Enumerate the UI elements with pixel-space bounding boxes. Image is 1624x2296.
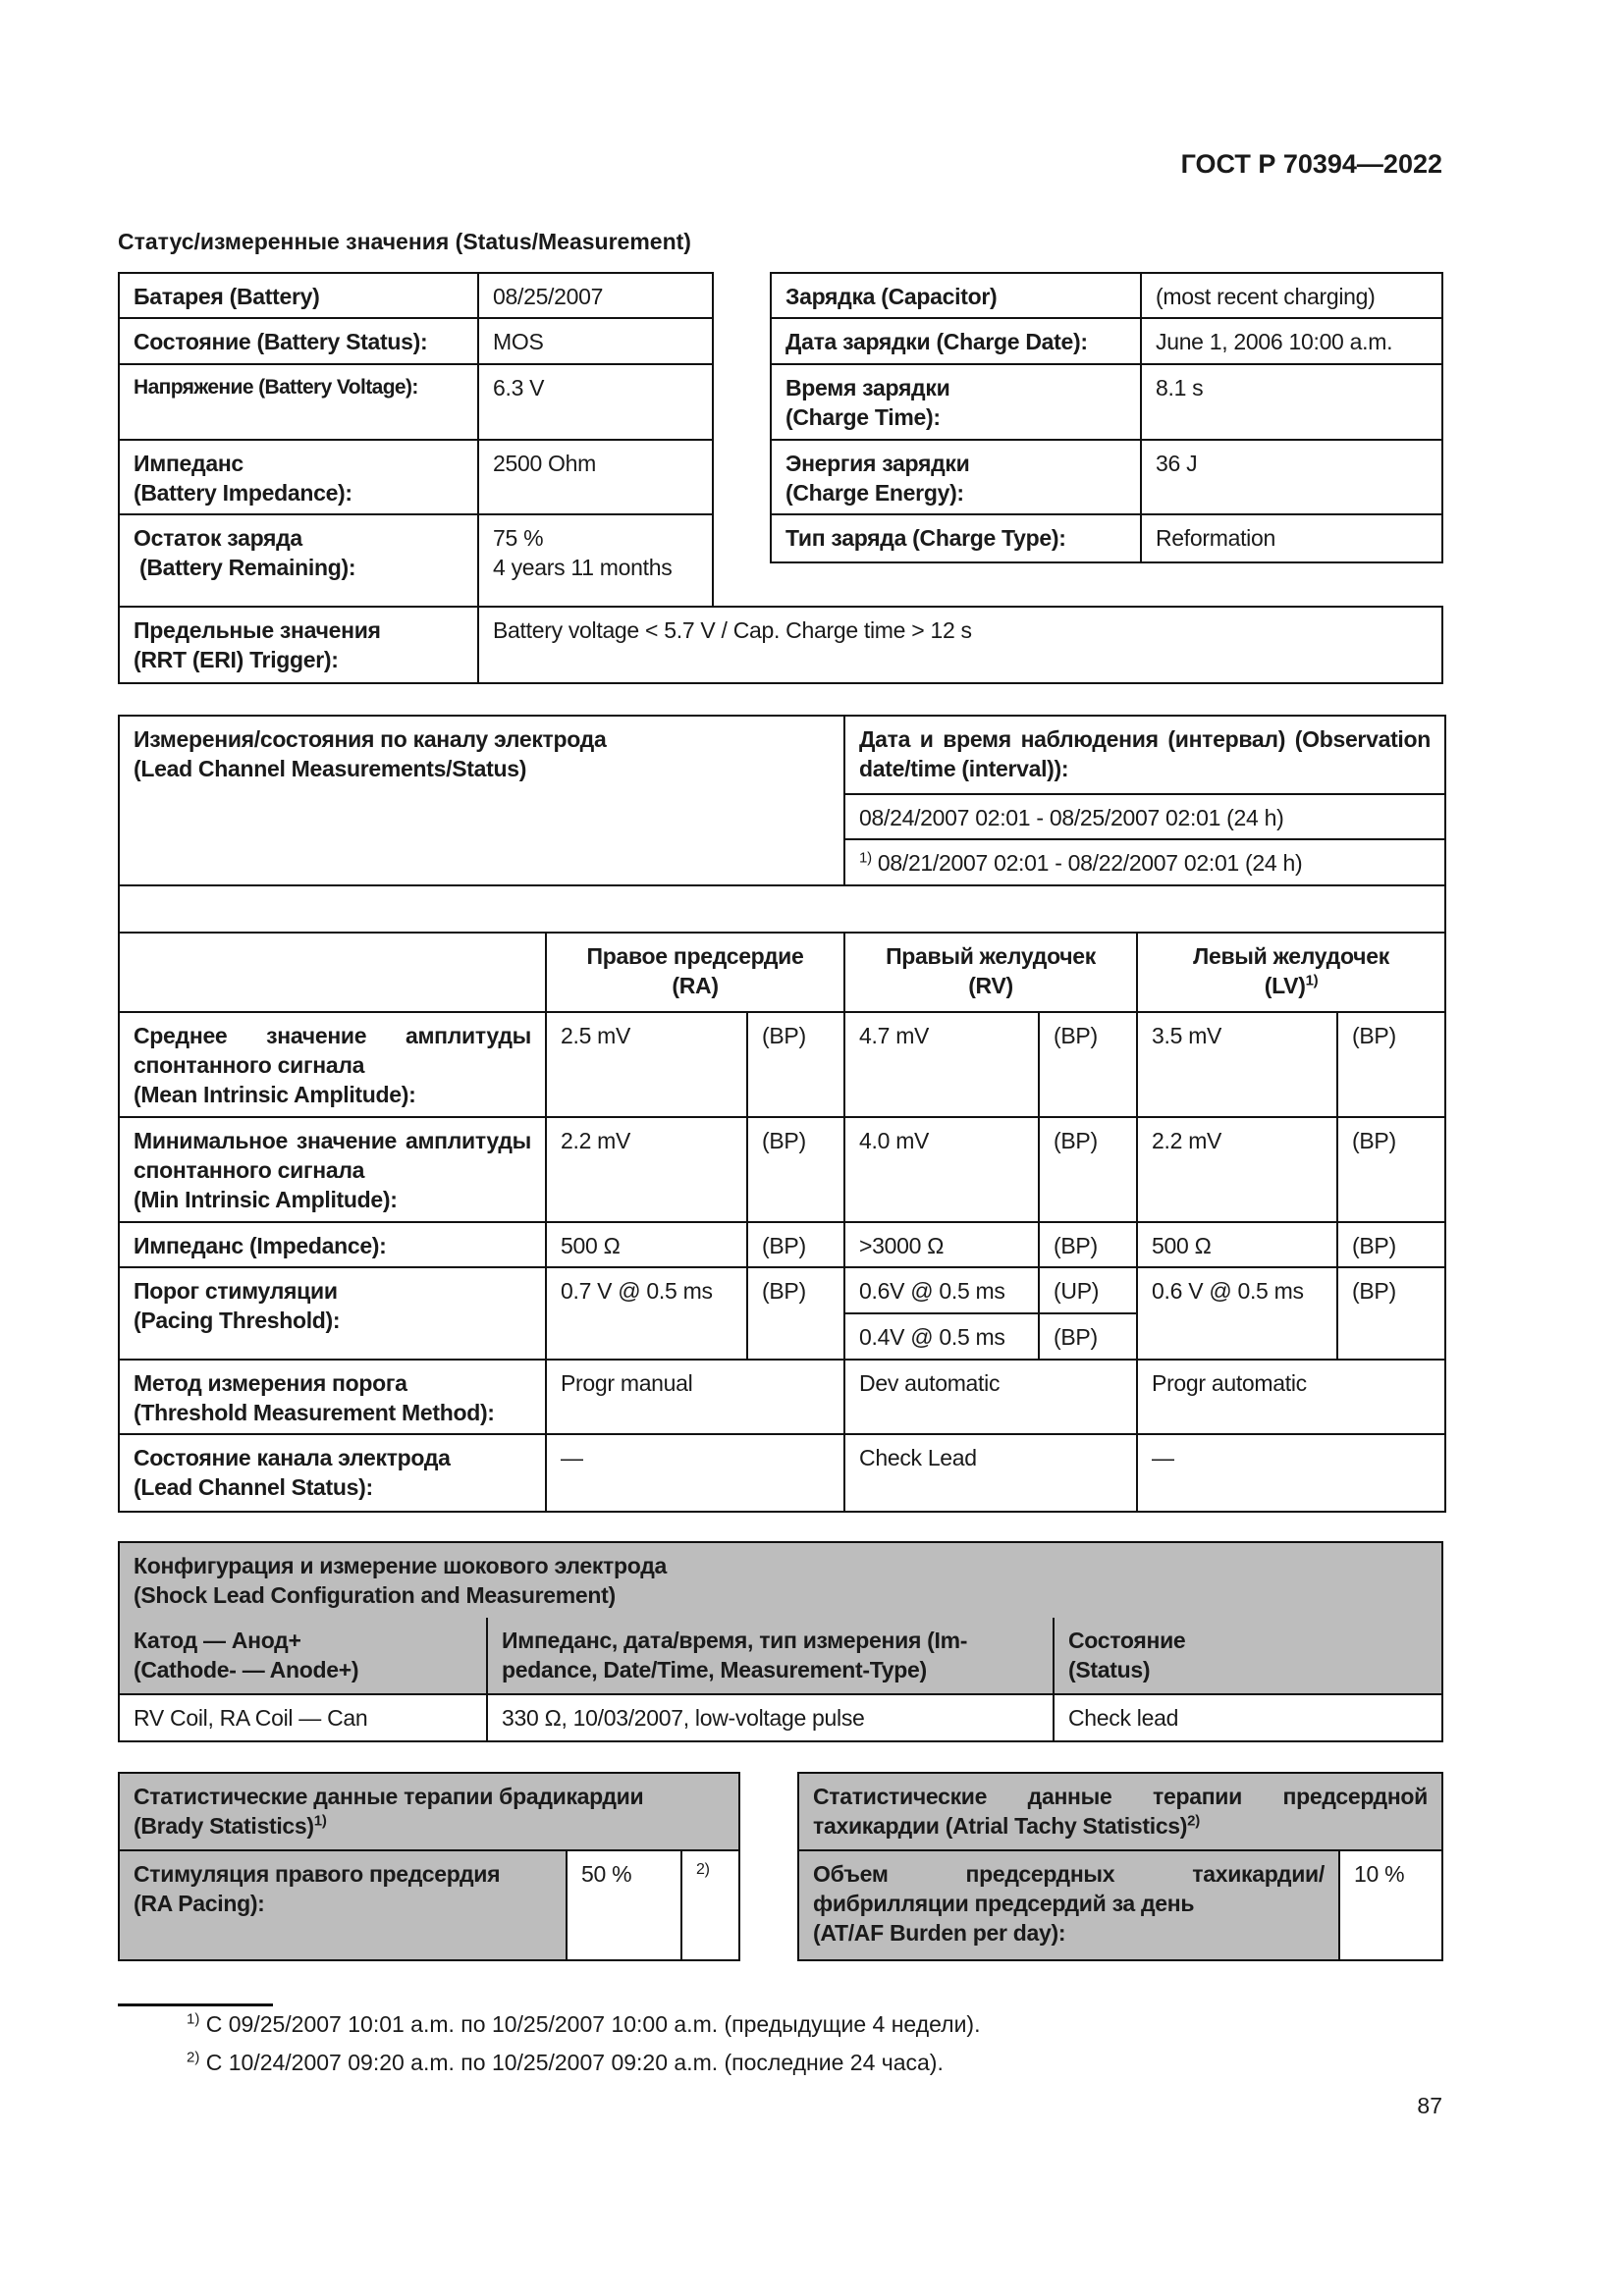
label-line: Измерения/состояния по каналу электрода xyxy=(134,726,607,752)
battery-remaining-label xyxy=(119,514,478,607)
lead-title xyxy=(119,716,844,885)
table-cell: (BP) xyxy=(1337,1222,1445,1267)
label-line: (Status) xyxy=(1068,1657,1151,1682)
label-line: (Shock Lead Configuration and Measurement) xyxy=(134,1582,616,1608)
brady-title xyxy=(119,1773,739,1850)
charge-type-value: Reformation xyxy=(1141,514,1442,562)
battery-voltage-value: 6.3 V xyxy=(478,364,713,440)
label-line: Состояние канала электрода xyxy=(134,1445,451,1470)
footnote-ref: 1) xyxy=(313,1812,327,1830)
footnote-2 xyxy=(187,2050,944,2076)
table-cell: — xyxy=(546,1434,844,1512)
label-line: Минимальное значение амплитуды спонтанного сигнала xyxy=(134,1128,531,1183)
table-cell: 0.6 V @ 0.5 ms xyxy=(1137,1267,1337,1360)
footnote-text: С 10/24/2007 09:20 a.m. по 10/25/2007 09:20 a.m. (последние 24 часа). xyxy=(199,2050,944,2075)
table-cell: 500 Ω xyxy=(546,1222,747,1267)
rrt-label xyxy=(119,607,478,683)
table-cell: (BP) xyxy=(747,1222,844,1267)
document-id: ГОСТ Р 70394—2022 xyxy=(1180,149,1442,179)
charge-type-label: Тип заряда (Charge Type): xyxy=(771,514,1141,562)
footnote-text: С 09/25/2007 10:01 a.m. по 10/25/2007 10:00 a.m. (предыдущие 4 недели). xyxy=(199,2011,981,2037)
label-line: (RA Pacing): xyxy=(134,1891,265,1916)
battery-table xyxy=(118,272,714,608)
battery-voltage-label: Напряжение (Battery Voltage): xyxy=(119,364,478,440)
col-header-ra xyxy=(546,933,844,1012)
table-cell: 330 Ω, 10/03/2007, low-voltage pulse xyxy=(487,1694,1054,1741)
table-cell: (BP) xyxy=(1039,1117,1137,1222)
min-amplitude-label xyxy=(119,1117,546,1222)
battery-label: Батарея (Battery) xyxy=(119,273,478,318)
table-cell: (BP) xyxy=(747,1012,844,1117)
table-cell: (BP) xyxy=(1039,1012,1137,1117)
shock-header-impedance xyxy=(487,1618,1054,1694)
charge-date-value: June 1, 2006 10:00 a.m. xyxy=(1141,318,1442,364)
observation-interval-2 xyxy=(844,839,1445,885)
label-line: (Pacing Threshold): xyxy=(134,1308,341,1333)
charge-time-label xyxy=(771,364,1141,440)
observation-label: Дата и время наблюдения (интервал) (Observation date/time (interval)): xyxy=(844,716,1445,794)
value-line: 75 % xyxy=(493,525,544,551)
table-cell: 0.4V @ 0.5 ms xyxy=(844,1313,1039,1360)
lead-status-label xyxy=(119,1434,546,1512)
battery-remaining-value xyxy=(478,514,713,607)
capacitor-table xyxy=(770,272,1443,563)
label-line: (Cathode- — Anode+) xyxy=(134,1657,359,1682)
label-line: Порог стимуляции xyxy=(134,1278,338,1304)
page-number: 87 xyxy=(1417,2093,1442,2118)
label-line: (Brady Statistics) xyxy=(134,1813,314,1839)
col-name: Правый желудочек xyxy=(886,943,1096,969)
table-cell: 3.5 mV xyxy=(1137,1012,1337,1117)
section-title: Статус/измеренные значения (Status/Measurement) xyxy=(118,229,691,254)
value-line: 4 years 11 months xyxy=(493,555,673,580)
label-line: (RRT (ERI) Trigger): xyxy=(134,647,339,672)
label-line: Время зарядки xyxy=(785,375,950,400)
table-cell: — xyxy=(1137,1434,1445,1512)
col-name: Левый желудочек xyxy=(1193,943,1389,969)
threshold-method-label xyxy=(119,1360,546,1434)
label-line: Объем предсердных тахикардии/фибрилляции предсердий за день xyxy=(813,1861,1325,1916)
col-abbr: (RA) xyxy=(672,973,719,998)
label-line: Импеданс xyxy=(134,451,244,476)
label-line: Предельные значения xyxy=(134,617,381,643)
interval-text: 08/21/2007 02:01 - 08/22/2007 02:01 (24 h) xyxy=(871,850,1303,876)
label-line: (AT/AF Burden per day): xyxy=(813,1920,1066,1946)
table-cell: (BP) xyxy=(1337,1267,1445,1360)
label-line: (Lead Channel Status): xyxy=(134,1474,373,1500)
label-line: Стимуляция правого предсердия xyxy=(134,1861,501,1887)
footnote-divider xyxy=(118,2003,273,2006)
table-cell: 0.6V @ 0.5 ms xyxy=(844,1267,1039,1313)
label-line: pedance, Date/Time, Measurement-Type) xyxy=(502,1657,927,1682)
charge-time-value: 8.1 s xyxy=(1141,364,1442,440)
footnote-1 xyxy=(187,2011,980,2038)
label-line: Остаток заряда xyxy=(134,525,302,551)
label-line: Статистические данные терапии предсердной тахикардии (Atrial Tachy Statistics) xyxy=(813,1784,1428,1839)
table-cell: 0.7 V @ 0.5 ms xyxy=(546,1267,747,1360)
footnote-mark: 2) xyxy=(187,2049,200,2066)
table-cell: 2.5 mV xyxy=(546,1012,747,1117)
table-cell: (BP) xyxy=(1039,1313,1137,1360)
table-cell: Check Lead xyxy=(844,1434,1137,1512)
table-cell: Dev automatic xyxy=(844,1360,1137,1434)
burden-value: 10 % xyxy=(1339,1850,1442,1960)
brady-statistics-table xyxy=(118,1772,740,1961)
battery-impedance-label xyxy=(119,440,478,514)
label-line: (Mean Intrinsic Amplitude): xyxy=(134,1082,416,1107)
battery-status-value: MOS xyxy=(478,318,713,364)
label-line: Катод — Анод+ xyxy=(134,1628,301,1653)
pacing-threshold-label xyxy=(119,1267,546,1360)
table-cell: (BP) xyxy=(747,1267,844,1360)
label-line: Импеданс, дата/время, тип измерения (Im- xyxy=(502,1628,968,1653)
label-line: (Min Intrinsic Amplitude): xyxy=(134,1187,398,1212)
shock-title xyxy=(119,1542,1442,1618)
ra-pacing-label xyxy=(119,1850,567,1960)
burden-label xyxy=(798,1850,1339,1960)
lead-channel-table xyxy=(118,715,1446,1513)
battery-date: 08/25/2007 xyxy=(478,273,713,318)
label-line: (Lead Channel Measurements/Status) xyxy=(134,756,527,781)
col-abbr: (LV) xyxy=(1264,973,1306,998)
observation-interval-1: 08/24/2007 02:01 - 08/25/2007 02:01 (24 h) xyxy=(844,794,1445,839)
table-cell: (BP) xyxy=(747,1117,844,1222)
label-line: (Battery Impedance): xyxy=(134,480,352,506)
mean-amplitude-label xyxy=(119,1012,546,1117)
rrt-table xyxy=(118,606,1443,684)
col-header-rv xyxy=(844,933,1137,1012)
label-line: Состояние xyxy=(1068,1628,1186,1653)
label-line: (Charge Time): xyxy=(785,404,941,430)
shock-header-status xyxy=(1054,1618,1442,1694)
footnote-ref: 2) xyxy=(1187,1812,1200,1830)
footnote-mark: 1) xyxy=(187,2010,200,2028)
footnote-ref: 1) xyxy=(1305,972,1319,989)
label-line: Метод измерения порога xyxy=(134,1370,407,1396)
table-cell: (UP) xyxy=(1039,1267,1137,1313)
label-line: Статистические данные терапии брадикардии xyxy=(134,1784,644,1809)
blank-row xyxy=(119,885,1445,933)
table-cell: (BP) xyxy=(1337,1012,1445,1117)
rrt-value: Battery voltage < 5.7 V / Cap. Charge time > 12 s xyxy=(478,607,1442,683)
table-cell: 4.0 mV xyxy=(844,1117,1039,1222)
footnote-ref: 2) xyxy=(681,1850,739,1960)
table-cell: >3000 Ω xyxy=(844,1222,1039,1267)
shock-lead-table xyxy=(118,1541,1443,1742)
charge-energy-label xyxy=(771,440,1141,514)
table-cell: Progr manual xyxy=(546,1360,844,1434)
table-cell: Check lead xyxy=(1054,1694,1442,1741)
corner-cell xyxy=(119,933,546,1012)
col-header-lv xyxy=(1137,933,1445,1012)
table-cell: 2.2 mV xyxy=(546,1117,747,1222)
table-cell: 4.7 mV xyxy=(844,1012,1039,1117)
label-line: Среднее значение амплитуды спонтанного сигнала xyxy=(134,1023,531,1078)
col-abbr: (RV) xyxy=(968,973,1013,998)
label-line: (Charge Energy): xyxy=(785,480,964,506)
table-cell: 500 Ω xyxy=(1137,1222,1337,1267)
battery-status-label: Состояние (Battery Status): xyxy=(119,318,478,364)
impedance-label: Импеданс (Impedance): xyxy=(119,1222,546,1267)
ra-pacing-value: 50 % xyxy=(567,1850,681,1960)
label-line: (Threshold Measurement Method): xyxy=(134,1400,495,1425)
table-cell: (BP) xyxy=(1337,1117,1445,1222)
capacitor-value: (most recent charging) xyxy=(1141,273,1442,318)
col-name: Правое предсердие xyxy=(586,943,804,969)
label-line: Энергия зарядки xyxy=(785,451,970,476)
table-cell: RV Coil, RA Coil — Can xyxy=(119,1694,487,1741)
label-line: (Battery Remaining): xyxy=(139,555,356,580)
table-cell: Progr automatic xyxy=(1137,1360,1445,1434)
charge-energy-value: 36 J xyxy=(1141,440,1442,514)
capacitor-label: Зарядка (Capacitor) xyxy=(771,273,1141,318)
table-cell: (BP) xyxy=(1039,1222,1137,1267)
label-line: Конфигурация и измерение шокового электрода xyxy=(134,1553,667,1578)
atrial-title xyxy=(798,1773,1442,1850)
battery-impedance-value: 2500 Ohm xyxy=(478,440,713,514)
shock-header-cathode xyxy=(119,1618,487,1694)
atrial-tachy-table xyxy=(797,1772,1443,1961)
table-cell: 2.2 mV xyxy=(1137,1117,1337,1222)
footnote-ref: 1) xyxy=(859,849,872,867)
charge-date-label: Дата зарядки (Charge Date): xyxy=(771,318,1141,364)
